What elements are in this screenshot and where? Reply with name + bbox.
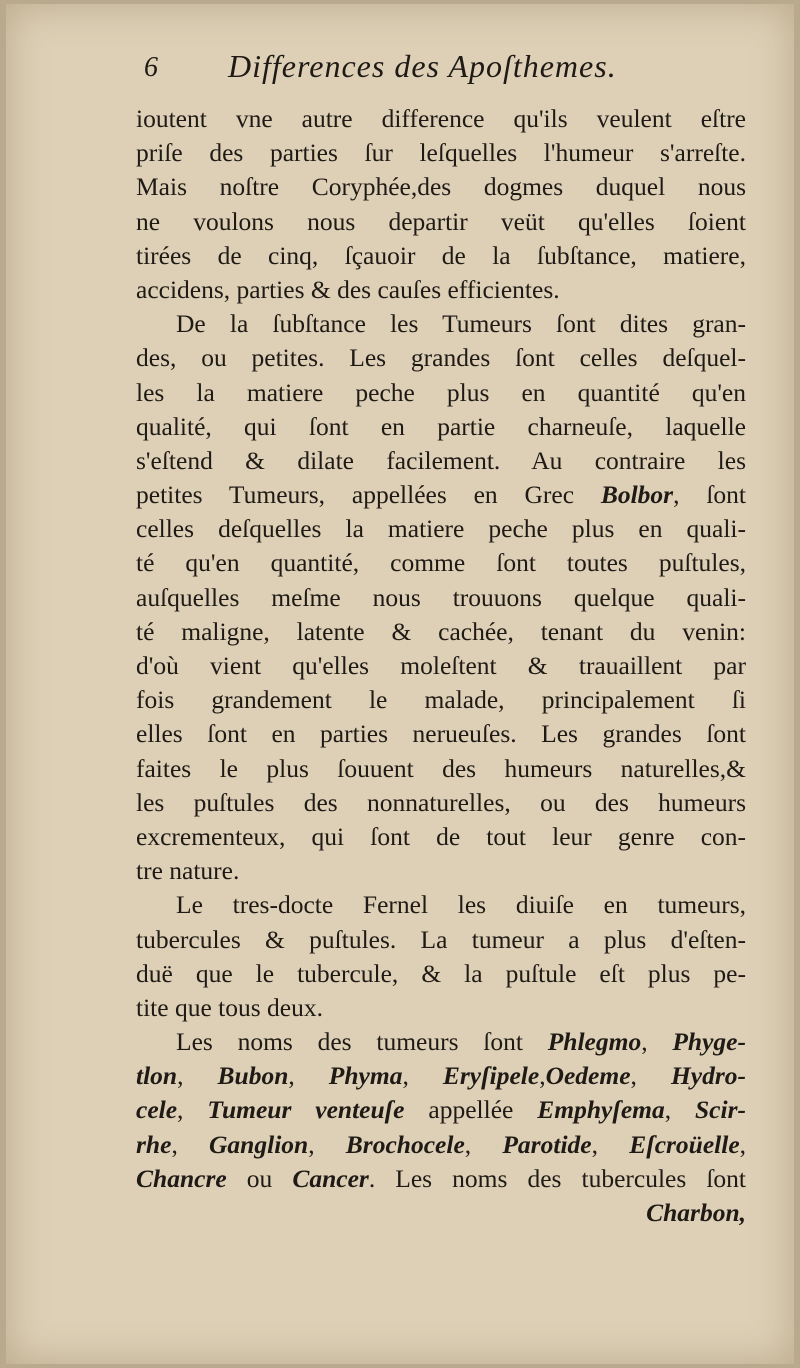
- italic-term: cele: [136, 1095, 178, 1125]
- italic-term: Oedeme: [545, 1061, 631, 1091]
- italic-term: Bubon: [217, 1061, 289, 1091]
- text-line: [136, 752, 746, 786]
- text-run: ,: [464, 1129, 503, 1159]
- text-run: duë que le tubercule, & la puſtule eſt plus pe-: [136, 958, 746, 988]
- text-line: [136, 546, 746, 580]
- text-run: ,: [177, 1095, 208, 1125]
- text-line: [136, 923, 746, 957]
- text-line: [136, 683, 746, 717]
- text-run: accidens, parties & des cauſes efficientes.: [136, 274, 560, 304]
- italic-term: Phyge-: [672, 1027, 746, 1057]
- text-run: tirées de cinq, ſçauoir de la ſubſtance, matiere,: [136, 240, 746, 270]
- text-run: ,: [630, 1061, 671, 1091]
- text-run: priſe des parties ſur leſquelles l'humeur s'arreſte.: [136, 138, 746, 168]
- text-run: des, ou petites. Les grandes ſont celles deſquel-: [136, 343, 746, 373]
- text-run: faites le plus ſouuent des humeurs naturelles,&: [136, 753, 746, 783]
- book-page: [6, 4, 794, 1364]
- text-run: ,: [641, 1027, 673, 1057]
- text-line: [136, 854, 746, 888]
- page-number: 6: [144, 52, 158, 83]
- text-line: [136, 136, 746, 170]
- text-line: [136, 102, 746, 136]
- text-run: ,: [539, 1061, 546, 1091]
- text-run: s'eſtend & dilate facilement. Au contraire les: [136, 445, 746, 475]
- text-block: [136, 46, 746, 1230]
- text-line: [136, 1128, 746, 1162]
- text-run: ,: [402, 1061, 443, 1091]
- text-run: tite que tous deux.: [136, 992, 323, 1022]
- text-run: petites Tumeurs, appellées en Grec: [136, 480, 601, 510]
- text-run: excrementeux, qui ſont de tout leur genre con-: [136, 821, 746, 851]
- text-run: ,: [308, 1129, 346, 1159]
- text-run: ,: [739, 1129, 746, 1159]
- text-run: , ſont: [673, 480, 746, 510]
- text-line: [136, 307, 746, 341]
- text-run: fois grandement le malade, principalement ſi: [136, 685, 746, 715]
- italic-term: Eſcroüelle: [629, 1129, 740, 1159]
- italic-term: Cancer: [292, 1163, 369, 1193]
- italic-term: tlon: [136, 1061, 178, 1091]
- text-line: [136, 957, 746, 991]
- text-run: ,: [177, 1061, 218, 1091]
- text-run: té qu'en quantité, comme ſont toutes puſtules,: [136, 548, 746, 578]
- italic-term: Parotide: [502, 1129, 592, 1159]
- text-line: [136, 786, 746, 820]
- text-line: [136, 376, 746, 410]
- text-run: Le tres-docte Fernel les diuiſe en tumeurs,: [176, 890, 746, 920]
- running-title: Differences des Apoſthemes.: [228, 48, 617, 84]
- text-line: [136, 888, 746, 922]
- text-line: [136, 991, 746, 1025]
- italic-term: Scir-: [695, 1095, 746, 1125]
- text-line: [136, 170, 746, 204]
- italic-term: Brochocele: [345, 1129, 465, 1159]
- italic-term: Ganglion: [209, 1129, 309, 1159]
- text-run: appellée: [404, 1095, 538, 1125]
- italic-term: Hydro-: [670, 1061, 746, 1091]
- text-line: [136, 649, 746, 683]
- text-line: [136, 1162, 746, 1196]
- text-line: [136, 820, 746, 854]
- text-run: té maligne, latente & cachée, tenant du venin:: [136, 616, 746, 646]
- text-run: ,: [288, 1061, 329, 1091]
- text-line: [136, 615, 746, 649]
- text-run: De la ſubſtance les Tumeurs ſont dites gran-: [176, 309, 746, 339]
- italic-term: Phyma: [328, 1061, 403, 1091]
- text-line: [136, 512, 746, 546]
- text-line: [136, 205, 746, 239]
- italic-term: Bolbor: [600, 480, 674, 510]
- italic-term: Chancre: [136, 1163, 227, 1193]
- text-run: Les noms des tumeurs ſont: [176, 1027, 548, 1057]
- text-run: Mais noſtre Coryphée,des dogmes duquel nous: [136, 172, 746, 202]
- text-run: tre nature.: [136, 856, 240, 886]
- text-run: ,: [664, 1095, 695, 1125]
- italic-term: Eryſipele: [442, 1061, 540, 1091]
- text-line: [136, 581, 746, 615]
- text-line: [136, 478, 746, 512]
- text-run: ou: [226, 1163, 293, 1193]
- italic-term: Emphyſema: [537, 1095, 665, 1125]
- catchword: Charbon,: [646, 1198, 746, 1227]
- text-line: [136, 1093, 746, 1127]
- text-line: [136, 239, 746, 273]
- italic-term: rhe: [136, 1129, 172, 1159]
- text-line: [136, 341, 746, 375]
- text-run: les puſtules des nonnaturelles, ou des humeurs: [136, 787, 746, 817]
- italic-term: Tumeur venteuſe: [207, 1095, 405, 1125]
- text-line: [136, 444, 746, 478]
- text-run: d'où vient qu'elles moleſtent & trauaillent par: [136, 651, 746, 680]
- text-run: ,: [171, 1129, 210, 1159]
- text-run: qualité, qui ſont en partie charneuſe, laquelle: [136, 411, 746, 441]
- text-run: celles deſquelles la matiere peche plus en quali-: [136, 514, 746, 544]
- text-line: [136, 410, 746, 444]
- text-line: [136, 273, 746, 307]
- text-run: les la matiere peche plus en quantité qu'en: [136, 377, 746, 407]
- text-run: ioutent vne autre difference qu'ils veulent eſtre: [136, 104, 746, 133]
- running-header: [136, 46, 746, 102]
- text-line: [136, 717, 746, 751]
- text-run: auſquelles meſme nous trouuons quelque quali-: [136, 582, 746, 612]
- text-run: tubercules & puſtules. La tumeur a plus d'eſten-: [136, 924, 746, 954]
- text-run: . Les noms des tubercules ſont: [368, 1163, 746, 1193]
- body-text: [136, 102, 746, 1196]
- italic-term: Phlegmo: [547, 1027, 642, 1057]
- text-line: [136, 1059, 746, 1093]
- text-run: elles ſont en parties nerueuſes. Les grandes ſont: [136, 719, 746, 749]
- text-line: [136, 1025, 746, 1059]
- text-run: ,: [591, 1129, 630, 1159]
- text-run: ne voulons nous departir veüt qu'elles ſoient: [136, 206, 746, 236]
